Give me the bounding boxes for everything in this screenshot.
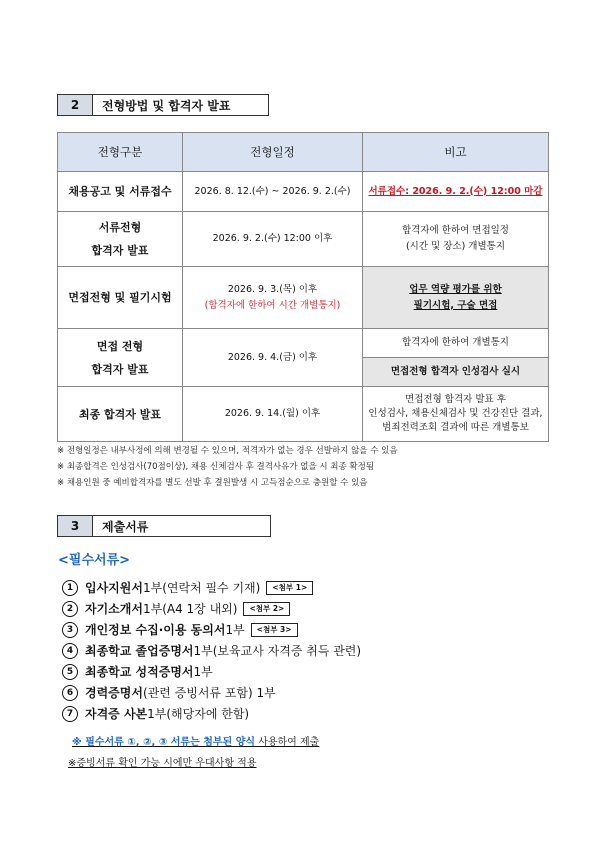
schedule-notes: [57, 443, 398, 491]
list-item: [62, 682, 361, 703]
schedule-line: 2026. 9. 3.(목) 이후: [227, 283, 318, 295]
schedule-line: (합격자에 한하여 시간 개별통지): [204, 299, 341, 311]
note-text: ※ 전형일정은 내부사정에 의해 변경될 수 있으며, 적격자가 없는 경우 선발하지 않을 수 있음: [57, 446, 398, 456]
item-number: 2: [62, 601, 78, 617]
required-docs-title: <필수서류>: [58, 553, 131, 568]
note-line: 범죄전력조회 결과에 따른 개별통보: [382, 422, 529, 433]
stage-schedule: 2026. 9. 2.(수) 12:00 이후: [183, 212, 363, 267]
doc-name: 경력증명서: [85, 686, 143, 700]
section-title: 제출서류: [93, 515, 271, 537]
doc-detail: 1부(A4 1장 내외): [142, 602, 238, 616]
item-number: 1: [62, 580, 78, 596]
section-number: 3: [57, 515, 93, 537]
item-number: 5: [62, 664, 78, 680]
stage-note: 면접전형 합격자 인성검사 실시: [363, 358, 549, 387]
section-title: 전형방법 및 합격자 발표: [93, 94, 269, 116]
list-item: [62, 661, 361, 682]
doc-name: 최종학교 졸업증명서: [85, 644, 194, 658]
column-header: 전형일정: [183, 133, 363, 172]
column-header: 전형구분: [58, 133, 183, 172]
preference-footnote: ※증빙서류 확인 가능 시에만 우대사항 적용: [68, 758, 257, 769]
table-row: [58, 387, 549, 442]
doc-detail: 1부: [193, 665, 213, 679]
section-3-header: [57, 515, 271, 537]
stage-note: 서류접수: 2026. 9. 2.(수) 12:00 마감: [363, 172, 549, 212]
item-number: 4: [62, 643, 78, 659]
list-item: [62, 577, 361, 598]
stage-label: 채용공고 및 서류접수: [58, 172, 183, 212]
item-number: 6: [62, 685, 78, 701]
note-line: 면접전형 합격자 발표 후: [405, 394, 506, 405]
list-item: [62, 703, 361, 724]
table-row: [58, 267, 549, 329]
table-row: [58, 172, 549, 212]
footnote-emphasis: ※ 필수서류 ①, ②, ③ 서류는 첨부된 양식: [72, 737, 256, 748]
stage-schedule: [183, 267, 363, 329]
schedule-table: [57, 132, 549, 442]
note-line: 인성검사, 채용신체검사 및 건강진단 결과,: [368, 408, 543, 419]
doc-name: 자격증 사본: [85, 707, 148, 721]
stage-schedule: 2026. 9. 14.(월) 이후: [183, 387, 363, 442]
doc-detail: 1부: [225, 623, 245, 637]
stage-note: [363, 387, 549, 442]
stage-note: 합격자에 한하여 개별통지: [363, 329, 549, 358]
doc-detail: (관련 증빙서류 포함) 1부: [142, 686, 276, 700]
doc-detail: 1부(연락처 필수 기재): [142, 581, 261, 595]
doc-detail: 1부(보육교사 자격증 취득 관련): [193, 644, 362, 658]
stage-label-line: 면접 전형: [96, 339, 144, 353]
note-line: (시간 및 장소) 개별통지: [405, 241, 506, 252]
item-number: 7: [62, 706, 78, 722]
stage-schedule: 2026. 8. 12.(수) ~ 2026. 9. 2.(수): [183, 172, 363, 212]
required-docs-list: [62, 577, 361, 724]
section-number: 2: [57, 94, 93, 116]
note-line: 합격자에 한하여 면접일정: [402, 225, 509, 236]
section-2-header: [57, 94, 269, 116]
list-item: [62, 619, 361, 640]
column-header: 비고: [363, 133, 549, 172]
stage-note: [363, 267, 549, 329]
attachment-tag: <첨부 1>: [266, 581, 313, 595]
stage-note: [363, 212, 549, 267]
stage-label-line: 서류전형: [98, 221, 142, 234]
stage-label-line: 합격자 발표: [91, 362, 149, 376]
table-row: [58, 329, 549, 358]
table-header-row: [58, 133, 549, 172]
note-text: ※ 채용인원 중 예비합격자를 별도 선발 후 결원발생 시 고득점순으로 충원할 수 있음: [57, 478, 368, 488]
item-number: 3: [62, 622, 78, 638]
doc-detail: 1부(해당자에 한함): [147, 707, 250, 721]
stage-label-line: 합격자 발표: [91, 244, 149, 257]
required-docs-footnote: [72, 733, 319, 748]
list-item: [62, 598, 361, 619]
note-text: ※ 최종합격은 인성검사(70점이상), 채용 신체검사 후 결격사유가 없을 시 최종 확정됨: [57, 462, 375, 472]
stage-schedule: 2026. 9. 4.(금) 이후: [183, 329, 363, 387]
stage-label: [58, 329, 183, 387]
doc-name: 최종학교 성적증명서: [85, 665, 194, 679]
attachment-tag: <첨부 3>: [251, 623, 298, 637]
list-item: [62, 640, 361, 661]
doc-name: 자기소개서: [85, 602, 143, 616]
doc-name: 개인정보 수집·이용 동의서: [85, 623, 226, 637]
footnote-text: 사용하여 제출: [255, 737, 320, 748]
attachment-tag: <첨부 2>: [243, 602, 290, 616]
note-line: 필기시험, 구술 면접: [413, 299, 498, 311]
stage-label: 최종 합격자 발표: [58, 387, 183, 442]
stage-label: [58, 212, 183, 267]
doc-name: 입사지원서: [85, 581, 143, 595]
table-row: [58, 212, 549, 267]
stage-label: 면접전형 및 필기시험: [58, 267, 183, 329]
note-line: 업무 역량 평가를 위한: [409, 283, 502, 295]
